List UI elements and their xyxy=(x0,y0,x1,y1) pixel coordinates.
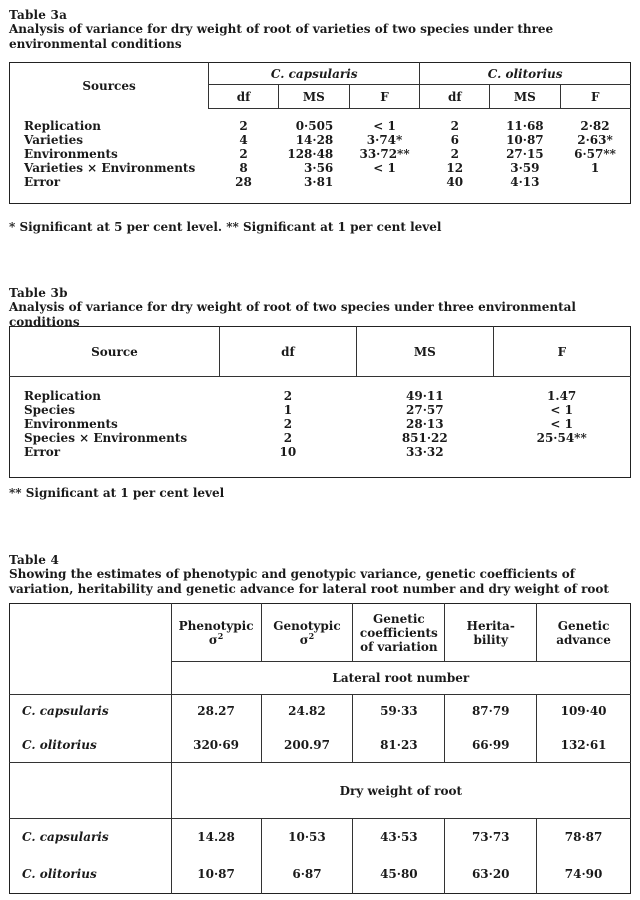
table-row: Replication 2 49·11 1.47 xyxy=(24,389,577,403)
ms-header: MS xyxy=(356,327,493,377)
table-row: Error 10 33·32 xyxy=(24,445,444,459)
table-row: Environments 2 128·48 33·72** 2 27·15 6·57** xyxy=(24,147,616,161)
df-header: df xyxy=(219,327,356,377)
table-4-label: Table 4 xyxy=(9,553,60,567)
table-3a-footnote: * Significant at 5 per cent level. ** Significant at 1 per cent level xyxy=(9,220,442,234)
table-3a-block xyxy=(9,8,631,52)
subhead-f: F xyxy=(560,85,630,109)
subhead-ms: MS xyxy=(490,85,560,109)
f-header: F xyxy=(493,327,630,377)
subhead-f: F xyxy=(349,85,420,109)
section-dry-weight-of-root: Dry weight of root xyxy=(171,763,630,819)
table-row: Replication 2 0·505 < 1 2 11·68 2·82 xyxy=(24,119,610,133)
table-row: Varieties 4 14·28 3·74* 6 10·87 2·63* xyxy=(24,133,613,147)
table-row: C. olitorius 10·87 6·87 45·80 63·20 74·90 xyxy=(10,855,631,893)
phenotypic-header: Phenotypic $\sigma^2$ xyxy=(171,604,261,662)
sources-header: Sources xyxy=(82,78,136,93)
table-3b-caption: Analysis of variance for dry weight of root of two species under three environmental conditions xyxy=(9,300,576,329)
table-row: Error 28 3·81 40 4·13 xyxy=(24,175,540,189)
subhead-df: df xyxy=(420,85,490,109)
source-header: Source xyxy=(10,327,220,377)
table-row: Environments 2 28·13 < 1 xyxy=(24,417,573,431)
table-row: Species × Environments 2 851·22 25·54** xyxy=(24,431,587,445)
table-3a-caption: Analysis of variance for dry weight of root of varieties of two species under three environmental conditions xyxy=(9,22,554,51)
subhead-ms: MS xyxy=(278,85,349,109)
genetic-advance-header: Genetic advance xyxy=(537,604,631,662)
genotypic-header: Genotypic $\sigma^2$ xyxy=(261,604,353,662)
species-header-capsularis: C. capsularis xyxy=(209,63,420,85)
species-header-olitorius: C. olitorius xyxy=(420,63,631,85)
heritability-header: Herita- bility xyxy=(445,604,537,662)
table-row: Species 1 27·57 < 1 xyxy=(24,403,573,417)
table-3b-block xyxy=(9,286,631,330)
subhead-df: df xyxy=(209,85,279,109)
table-4-block xyxy=(9,553,631,597)
section-lateral-root-number: Lateral root number xyxy=(171,662,630,694)
table-3b xyxy=(9,326,631,478)
table-4 xyxy=(9,603,631,894)
table-row: Varieties × Environments 8 3·56 < 1 12 3·59 1 xyxy=(24,161,600,175)
table-4-caption: Showing the estimates of phenotypic and genotypic variance, genetic coefficients of variation, heritability and genetic advance for lateral root number and dry weight of root xyxy=(9,567,609,596)
genetic-coefficients-header: Genetic coefficients of variation xyxy=(353,604,445,662)
table-3a xyxy=(9,62,631,204)
table-3a-label: Table 3a xyxy=(9,8,68,22)
table-3b-footnote: ** Significant at 1 per cent level xyxy=(9,486,225,500)
table-row: C. capsularis 28.27 24.82 59·33 87·79 109·40 xyxy=(10,694,631,728)
table-row: C. olitorius 320·69 200.97 81·23 66·99 132·61 xyxy=(10,728,631,762)
table-3b-label: Table 3b xyxy=(9,286,68,300)
table-row: C. capsularis 14.28 10·53 43·53 73·73 78·87 xyxy=(10,819,631,855)
